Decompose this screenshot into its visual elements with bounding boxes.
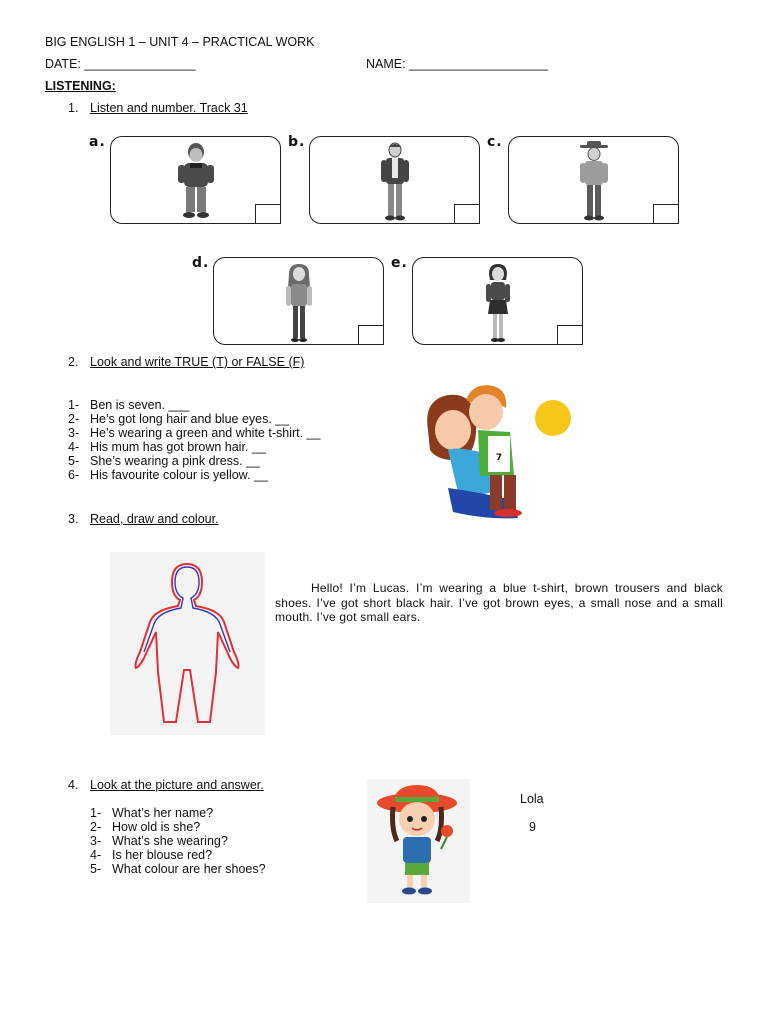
body-outline-frame[interactable] [110, 552, 265, 735]
answer-box-a[interactable] [255, 204, 281, 224]
list-item: 4- His mum has got brown hair. __ [68, 440, 266, 454]
girl-long-hair-icon [281, 262, 317, 344]
question-3-prompt: Read, draw and colour. [90, 512, 219, 526]
girl-with-hat-illustration [367, 779, 470, 903]
list-item: 3- He’s wearing a green and white t-shirt. __ [68, 426, 321, 440]
option-e-letter: e. [391, 255, 408, 271]
option-b-letter: b. [288, 134, 306, 150]
woman-in-skirt-icon [480, 262, 516, 344]
body-outline-drawing[interactable] [110, 552, 265, 735]
date-field[interactable]: DATE: ________________ [45, 57, 196, 71]
question-2-prompt: Look and write TRUE (T) or FALSE (F) [90, 355, 305, 369]
list-item: 3- What’s she wearing? [90, 834, 228, 848]
answer-age[interactable]: 9 [529, 820, 536, 834]
section-heading-listening: LISTENING: [45, 79, 116, 93]
answer-name[interactable]: Lola [520, 792, 544, 806]
grandpa-with-hat-icon [574, 141, 614, 223]
option-c-box [508, 136, 679, 224]
option-a-box [110, 136, 281, 224]
question-1-prompt: Listen and number. Track 31 [90, 101, 248, 115]
girl-picture-frame [367, 779, 470, 903]
lucas-description: Hello! I’m Lucas. I’m wearing a blue t-shirt, brown trousers and black shoes. I’ve got short black hair. I’ve got brown eyes, a small nose and a small mouth. I’ve got small ears. [275, 581, 723, 624]
answer-box-e[interactable] [557, 325, 583, 345]
option-e-box [412, 257, 583, 345]
question-4-number: 4. [68, 778, 79, 792]
answer-box-b[interactable] [454, 204, 480, 224]
list-item: 2- How old is she? [90, 820, 201, 834]
answer-box-c[interactable] [653, 204, 679, 224]
option-d-box [213, 257, 384, 345]
option-d-letter: d. [192, 255, 210, 271]
name-field[interactable]: NAME: ____________________ [366, 57, 549, 71]
list-item: 4- Is her blouse red? [90, 848, 213, 862]
question-4-prompt: Look at the picture and answer. [90, 778, 264, 792]
list-item: 2- He’s got long hair and blue eyes. __ [68, 412, 290, 426]
option-b-box [309, 136, 480, 224]
list-item: 5- She’s wearing a pink dress. __ [68, 454, 261, 468]
list-item: 6- His favourite colour is yellow. __ [68, 468, 268, 482]
man-in-jacket-icon [375, 141, 415, 223]
answer-box-d[interactable] [358, 325, 384, 345]
mother-and-son-illustration [418, 380, 578, 525]
list-item: 1- What’s her name? [90, 806, 214, 820]
boy-in-sweater-icon [171, 141, 221, 221]
option-a-letter: a. [89, 134, 106, 150]
question-2-number: 2. [68, 355, 79, 369]
list-item: 1- Ben is seven. ___ [68, 398, 190, 412]
list-item: 5- What colour are her shoes? [90, 862, 266, 876]
question-3-number: 3. [68, 512, 79, 526]
option-c-letter: c. [487, 134, 503, 150]
shirt-number: 7 [495, 453, 503, 463]
worksheet-title: BIG ENGLISH 1 – UNIT 4 – PRACTICAL WORK [45, 35, 315, 49]
question-1-number: 1. [68, 101, 79, 115]
